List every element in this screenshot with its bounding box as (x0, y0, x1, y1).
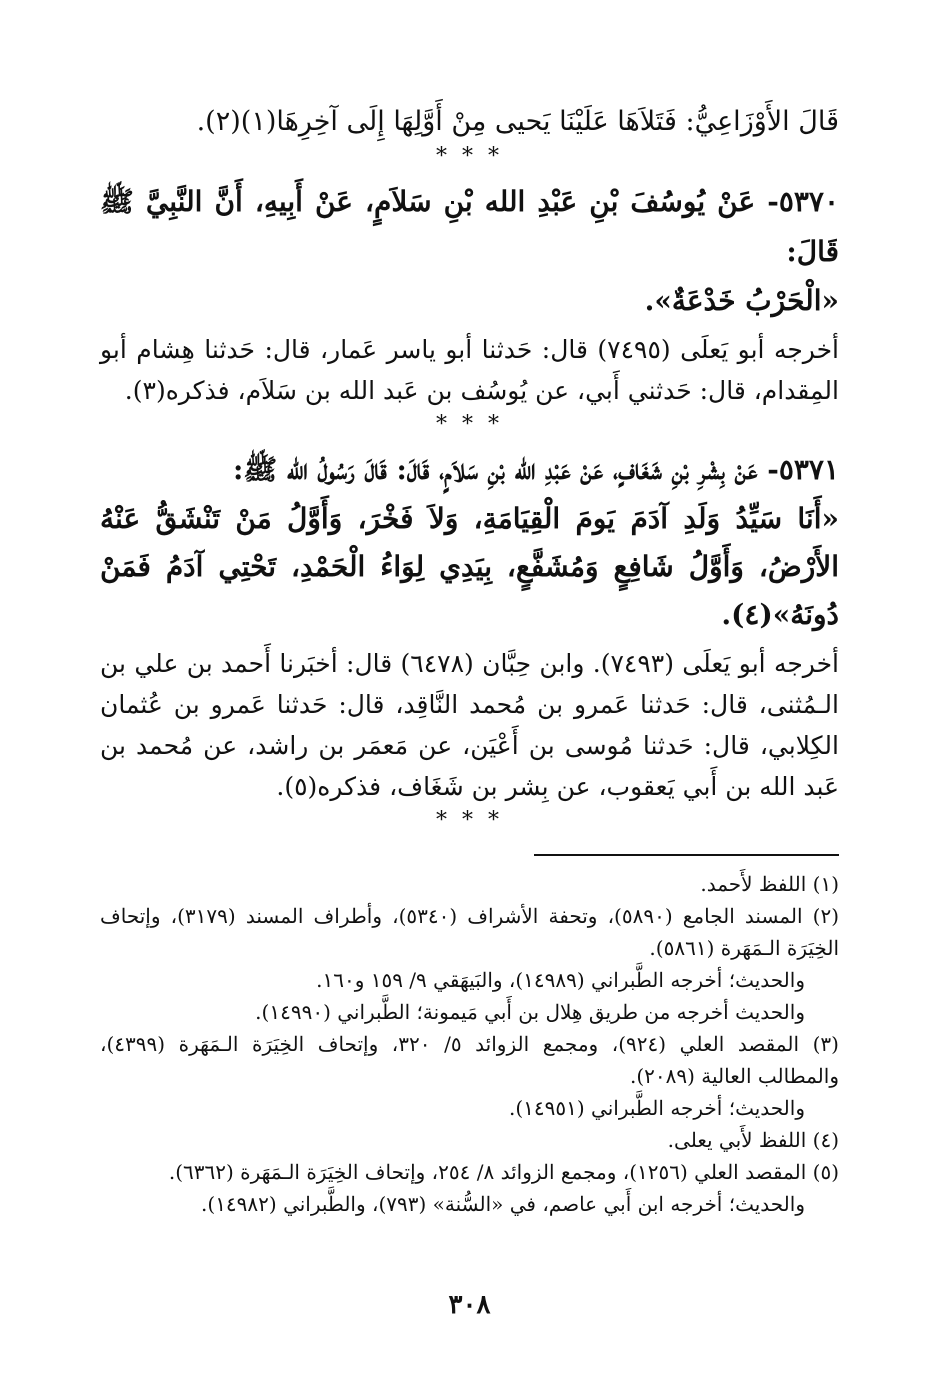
separator-stars: * * * (436, 144, 503, 169)
hadith-5371-heading: ٥٣٧١- عَنْ بِشْرِ بْنِ شَغَافٍ، عَنْ عَبْدِ الله بْنِ سَلاَمٍ، قَالَ: قَالَ رَسُولُ الله ﷺ: (232, 453, 839, 486)
footnote-2-sub-2: والحديث أخرجه من طريق هِلال بن أَبي مَيمونة؛ الطَّبراني (١٤٩٩٠). (255, 1000, 805, 1024)
footnote-2-sub-1: والحديث؛ أخرجه الطَّبراني (١٤٩٨٩)، والبَيهَقي ٩/ ١٥٩ و١٦٠. (316, 968, 805, 992)
intro-line: قَالَ الأَوْزَاعِيُّ: فَتَلاَهَا عَلَيْنَا يَحيى مِنْ أَوَّلِهَا إِلَى آخِرِهَا(١)(٢). (196, 106, 839, 137)
footnotes (100, 868, 839, 1220)
takhrij-5370: أخرجه أبو يَعلَى (٧٤٩٥) قال: حَدثنا أبو ياسر عَمار، قال: حَدثنا هِشام أبو المِقدام، قال: حَدثني أَبي، عن يُوسُف بن عَبد الله بن سَلاَم، فذكره(٣). (100, 335, 839, 405)
footnote-divider-wrap (100, 841, 839, 860)
footnote-divider (534, 854, 839, 856)
footnote-5-sub-1: والحديث؛ أخرجه ابن أَبي عاصم، في «السُّنة» (٧٩٣)، والطَّبراني (١٤٩٨٢). (201, 1192, 805, 1216)
takhrij-5371: أخرجه أبو يَعلَى (٧٤٩٣). وابن حِبَّان (٦٤٧٨) قال: أخبَرنا أَحمد بن علي بن الـمُثنى، قال: حَدثنا عَمرو بن مُحمد النَّاقِد، قال: حَدثنا عَمرو بن عُثمان الكِلابي، قال: حَدثنا مُوسى بن أَعْيَن، عن مَعمَر بن راشد، عن مُحمد بن عَبد الله بن أَبي يَعقوب، عن بِشر بن شَغَاف، فذكره(٥). (100, 649, 839, 801)
page-body (100, 100, 839, 1381)
footnote-3-sub-1: والحديث؛ أخرجه الطَّبراني (١٤٩٥١). (508, 1096, 805, 1120)
hadith-5370-text: «الْحَرْبُ خَدْعَةٌ». (644, 284, 839, 317)
footnote-3: (٣) المقصد العلي (٩٢٤)، ومجمع الزوائد ٥/ ٣٢٠، وإتحاف الخِيَرَة الـمَهَرة (٤٣٩٩)، والمطالب العالية (٢٠٨٩). (100, 1032, 839, 1088)
footnote-4: (٤) اللفظ لأَبي يعلى. (667, 1128, 839, 1152)
separator-stars: * * * (436, 808, 503, 833)
hadith-5371-text: «أَنَا سَيِّدُ وَلَدِ آدَمَ يَومَ الْقِيَامَةِ، وَلاَ فَخْرَ، وَأَوَّلُ مَنْ تَنْشَقُّ عَنْهُ الأَرْضُ، وَأَوَّلُ شَافِعٍ وَمُشَفَّعٍ، بِيَدِي لِوَاءُ الْحَمْدِ، تَحْتِي آدَمُ فَمَنْ دُونَهُ»(٤). (100, 502, 839, 631)
separator-stars: * * * (436, 412, 503, 437)
page-number: ٣٠٨ (448, 1290, 491, 1320)
footnote-5: (٥) المقصد العلي (١٢٥٦)، ومجمع الزوائد ٨/ ٢٥٤، وإتحاف الخِيَرَة الـمَهَرة (٦٣٦٢). (168, 1160, 839, 1184)
hadith-5370-heading: ٥٣٧٠- عَنْ يُوسُفَ بْنِ عَبْدِ الله بْنِ سَلاَمٍ، عَنْ أَبِيهِ، أَنَّ النَّبِيَّ ﷺ قَالَ: (100, 185, 839, 268)
footnote-2: (٢) المسند الجامع (٥٨٩٠)، وتحفة الأشراف (٥٣٤٠)، وأطراف المسند (٣١٧٩)، وإتحاف الخِيَرَة الـمَهَرة (٥٨٦١). (100, 904, 839, 960)
footnote-1: (١) اللفظ لأَحمد. (700, 872, 839, 896)
